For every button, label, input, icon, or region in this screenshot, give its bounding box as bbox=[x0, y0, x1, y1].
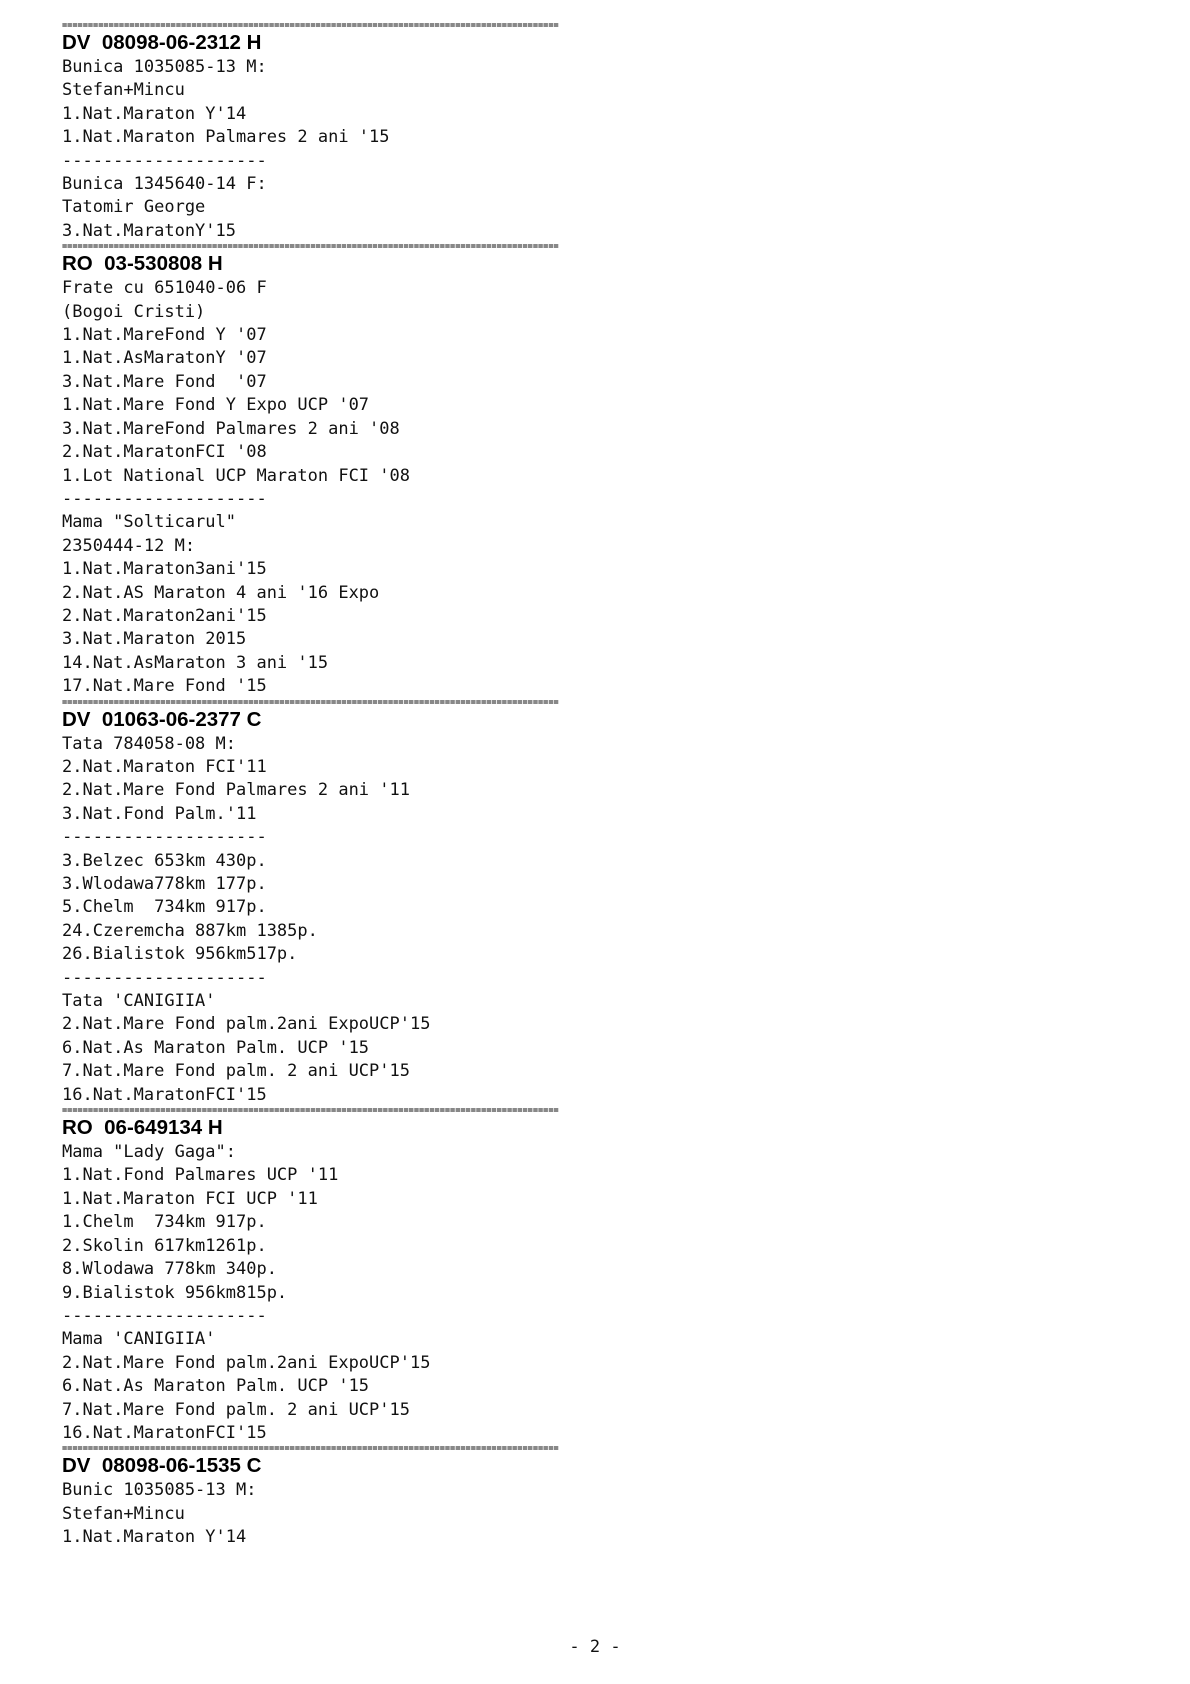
pedigree-line: 26.Bialistok 956km517p. bbox=[62, 944, 298, 965]
pedigree-line: 2.Nat.Maraton2ani'15 bbox=[62, 605, 267, 626]
pedigree-line: 1.Nat.Fond Palmares UCP '11 bbox=[62, 1165, 339, 1186]
pedigree-line: 16.Nat.MaratonFCI'15 bbox=[62, 1422, 267, 1443]
pedigree-line: Stefan+Mincu bbox=[62, 80, 185, 101]
pedigree-line: 3.Nat.Fond Palm.'11 bbox=[62, 803, 257, 824]
pedigree-line: Tata 'CANIGIIA' bbox=[62, 991, 216, 1012]
pedigree-line: Tata 784058-08 M: bbox=[62, 733, 236, 754]
pedigree-line: Mama 'CANIGIIA' bbox=[62, 1329, 216, 1350]
pedigree-line: 2.Nat.Mare Fond palm.2ani ExpoUCP'15 bbox=[62, 1352, 431, 1373]
pedigree-line: 2.Nat.Mare Fond Palmares 2 ani '11 bbox=[62, 780, 410, 801]
document-page bbox=[62, 22, 862, 1550]
ring-number-heading: DV 01063-06-2377 C bbox=[62, 707, 262, 731]
pedigree-line: Mama "Solticarul" bbox=[62, 512, 236, 533]
separator-line: ================================================================================================ bbox=[62, 1445, 559, 1454]
pedigree-line: 3.Wlodawa778km 177p. bbox=[62, 874, 267, 894]
pedigree-line: Bunica 1345640-14 F: bbox=[62, 174, 267, 195]
pedigree-line: 2.Nat.Mare Fond palm.2ani ExpoUCP'15 bbox=[62, 1014, 431, 1035]
pedigree-line: Frate cu 651040-06 F bbox=[62, 278, 267, 299]
ring-number-heading: RO 03-530808 H bbox=[62, 252, 223, 276]
separator-line: ================================================================================================ bbox=[62, 698, 559, 707]
dash-divider: -------------------- bbox=[62, 967, 267, 988]
pedigree-line: Bunica 1035085-13 M: bbox=[62, 57, 267, 77]
pedigree-line: 3.Nat.Mare Fond '07 bbox=[62, 371, 267, 392]
ring-number-heading: RO 06-649134 H bbox=[62, 1116, 223, 1140]
pedigree-line: 9.Bialistok 956km815p. bbox=[62, 1282, 288, 1303]
pedigree-line: 8.Wlodawa 778km 340p. bbox=[62, 1259, 277, 1280]
page-number: - 2 - bbox=[569, 1637, 621, 1657]
pedigree-line: 3.Belzec 653km 430p. bbox=[62, 850, 267, 871]
pedigree-line: 14.Nat.AsMaraton 3 ani '15 bbox=[62, 652, 329, 673]
pedigree-line: 1.Nat.Maraton3ani'15 bbox=[62, 559, 267, 580]
dash-divider: -------------------- bbox=[62, 827, 267, 848]
pedigree-line: 16.Nat.MaratonFCI'15 bbox=[62, 1084, 267, 1105]
ring-number-heading: DV 08098-06-2312 H bbox=[62, 31, 262, 54]
pedigree-line: 2.Nat.Maraton FCI'11 bbox=[62, 756, 267, 777]
pedigree-line: 2.Skolin 617km1261p. bbox=[62, 1235, 267, 1256]
pedigree-line: 7.Nat.Mare Fond palm. 2 ani UCP'15 bbox=[62, 1399, 410, 1420]
pedigree-line: 2350444-12 M: bbox=[62, 535, 196, 556]
pedigree-line: 17.Nat.Mare Fond '15 bbox=[62, 676, 267, 697]
pedigree-line: 6.Nat.As Maraton Palm. UCP '15 bbox=[62, 1037, 370, 1058]
pedigree-line: 2.Nat.AS Maraton 4 ani '16 Expo bbox=[62, 582, 380, 603]
dash-divider: -------------------- bbox=[62, 150, 267, 171]
pedigree-line: 3.Nat.Maraton 2015 bbox=[62, 629, 247, 650]
separator-line: ================================================================================================ bbox=[62, 243, 559, 252]
pedigree-line: 3.Nat.MaratonY'15 bbox=[62, 220, 236, 241]
pedigree-line: 1.Nat.Maraton Palmares 2 ani '15 bbox=[62, 127, 390, 148]
pedigree-line: 24.Czeremcha 887km 1385p. bbox=[62, 920, 318, 941]
pedigree-line: 1.Nat.Maraton FCI UCP '11 bbox=[62, 1188, 318, 1209]
pedigree-line: Stefan+Mincu bbox=[62, 1503, 185, 1524]
dash-divider: -------------------- bbox=[62, 488, 267, 509]
pedigree-line: 2.Nat.MaratonFCI '08 bbox=[62, 442, 267, 463]
pedigree-line: 6.Nat.As Maraton Palm. UCP '15 bbox=[62, 1376, 370, 1397]
pedigree-line: 1.Nat.AsMaratonY '07 bbox=[62, 348, 267, 369]
pedigree-line: (Bogoi Cristi) bbox=[62, 301, 206, 322]
separator-line: ================================================================================================ bbox=[62, 1107, 559, 1116]
pedigree-line: 3.Nat.MareFond Palmares 2 ani '08 bbox=[62, 418, 400, 439]
pedigree-line: 1.Nat.Maraton Y'14 bbox=[62, 1527, 247, 1548]
pedigree-line: 1.Nat.MareFond Y '07 bbox=[62, 325, 267, 346]
pedigree-line: Mama "Lady Gaga": bbox=[62, 1142, 236, 1163]
pedigree-line: 1.Nat.Maraton Y'14 bbox=[62, 103, 247, 124]
pedigree-line: Tatomir George bbox=[62, 197, 206, 218]
pedigree-line: 7.Nat.Mare Fond palm. 2 ani UCP'15 bbox=[62, 1061, 410, 1082]
dash-divider: -------------------- bbox=[62, 1305, 267, 1326]
separator-line: ================================================================================================ bbox=[62, 22, 559, 30]
pedigree-line: 1.Lot National UCP Maraton FCI '08 bbox=[62, 465, 410, 486]
pedigree-line: 1.Nat.Mare Fond Y Expo UCP '07 bbox=[62, 395, 370, 416]
pedigree-line: Bunic 1035085-13 M: bbox=[62, 1480, 257, 1501]
pedigree-line: 1.Chelm 734km 917p. bbox=[62, 1212, 267, 1233]
ring-number-heading: DV 08098-06-1535 C bbox=[62, 1454, 262, 1478]
pedigree-line: 5.Chelm 734km 917p. bbox=[62, 897, 267, 918]
